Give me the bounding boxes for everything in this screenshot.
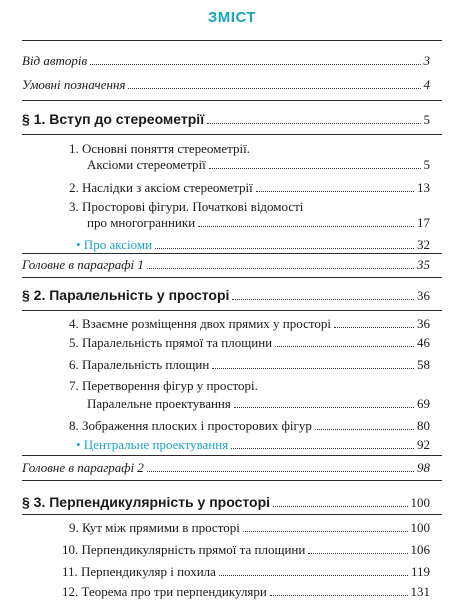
toc-entry-3[interactable] <box>87 215 430 230</box>
leader-dots <box>234 407 414 408</box>
entry-page: 35 <box>417 257 430 272</box>
entry-label: 12. Теорема про три перпендикуляри <box>62 584 267 599</box>
leader-dots <box>256 191 414 192</box>
separator <box>22 253 442 254</box>
entry-page: 17 <box>417 215 430 230</box>
toc-entry-4[interactable] <box>69 316 430 331</box>
leader-dots <box>275 346 414 347</box>
leader-dots <box>147 268 414 269</box>
leader-dots <box>232 299 414 300</box>
toc-section-1[interactable] <box>22 112 430 127</box>
entry-label: 9. Кут між прямими в просторі <box>69 520 240 535</box>
separator <box>22 455 442 456</box>
entry-page: 36 <box>417 316 430 331</box>
entry-label: • Центральне проектування <box>76 437 229 452</box>
entry-page: 131 <box>410 584 430 599</box>
toc-entry-about-axioms[interactable] <box>76 237 430 252</box>
separator <box>22 277 442 278</box>
page-title: ЗМІСТ <box>207 9 257 26</box>
entry-label: Головне в параграфі 1 <box>22 257 144 272</box>
toc-entry-7[interactable] <box>87 396 430 411</box>
separator <box>22 100 442 101</box>
separator <box>22 40 442 41</box>
entry-label: 10. Перпендикулярність прямої та площини <box>62 542 306 557</box>
leader-dots <box>334 327 414 328</box>
entry-label-continued: Паралельне проектування <box>87 396 231 411</box>
leader-dots <box>231 448 414 449</box>
leader-dots <box>219 575 408 576</box>
entry-page: 46 <box>417 335 430 350</box>
leader-dots <box>209 168 421 169</box>
entry-page: 5 <box>423 157 430 172</box>
toc-entry-8[interactable] <box>69 418 430 433</box>
entry-page: 80 <box>417 418 430 433</box>
entry-label[interactable]: 1. Основні поняття стереометрії. <box>69 141 250 156</box>
entry-label: Головне в параграфі 2 <box>22 460 144 475</box>
entry-label: • Про аксіоми <box>76 237 153 252</box>
separator <box>22 310 442 311</box>
leader-dots <box>90 64 420 65</box>
section-label: § 1. Вступ до стереометрії <box>22 111 205 127</box>
toc-entry-legend[interactable] <box>22 77 430 92</box>
toc-entry-central-projection[interactable] <box>76 437 430 452</box>
entry-label: Умовні позначення <box>22 77 126 92</box>
entry-page: 13 <box>417 180 430 195</box>
entry-label: 5. Паралельність прямої та площини <box>69 335 273 350</box>
toc-entry-summary-1[interactable] <box>22 257 430 272</box>
entry-page: 100 <box>410 520 430 535</box>
toc-section-2[interactable] <box>22 288 430 303</box>
entry-label-continued: про многогранники <box>87 215 196 230</box>
entry-label: 8. Зображення плоских і просторових фігур <box>69 418 312 433</box>
section-label: § 2. Паралельність у просторі <box>22 287 230 303</box>
toc-entry-1[interactable] <box>87 157 430 172</box>
toc-entry-6[interactable] <box>69 357 430 372</box>
entry-label[interactable]: 3. Просторові фігури. Початкові відомості <box>69 199 304 214</box>
entry-page: 92 <box>417 437 430 452</box>
entry-page: 58 <box>417 357 430 372</box>
entry-page: 100 <box>410 495 430 510</box>
toc-entry-9[interactable] <box>69 520 430 535</box>
entry-label: 4. Взаємне розміщення двох прямих у просторі <box>69 316 331 331</box>
entry-page: 106 <box>410 542 430 557</box>
leader-dots <box>315 429 414 430</box>
leader-dots <box>198 226 414 227</box>
entry-label: 11. Перпендикуляр і похила <box>62 564 216 579</box>
separator <box>22 480 442 481</box>
entry-page: 69 <box>417 396 430 411</box>
entry-label[interactable]: 7. Перетворення фігур у просторі. <box>69 378 258 393</box>
entry-label-continued: Аксіоми стереометрії <box>87 157 206 172</box>
toc-entry-summary-2[interactable] <box>22 460 430 475</box>
leader-dots <box>308 553 407 554</box>
toc-entry-2[interactable] <box>69 180 430 195</box>
entry-page: 3 <box>423 53 430 68</box>
leader-dots <box>243 531 408 532</box>
leader-dots <box>207 123 420 124</box>
toc-entry-10[interactable] <box>62 542 430 557</box>
leader-dots <box>128 88 420 89</box>
toc-entry-12[interactable] <box>62 584 430 599</box>
leader-dots <box>147 471 414 472</box>
separator <box>22 514 442 515</box>
entry-page: 4 <box>423 77 430 92</box>
toc-entry-11[interactable] <box>62 564 430 579</box>
leader-dots <box>270 595 408 596</box>
toc-entry-5[interactable] <box>69 335 430 350</box>
entry-page: 32 <box>417 237 430 252</box>
entry-label: Від авторів <box>22 53 88 68</box>
leader-dots <box>273 506 407 507</box>
entry-label: 2. Наслідки з аксіом стереометрії <box>69 180 253 195</box>
entry-page: 119 <box>410 564 430 579</box>
toc-entry-authors[interactable] <box>22 53 430 68</box>
leader-dots <box>155 248 414 249</box>
entry-page: 98 <box>417 460 430 475</box>
separator <box>22 134 442 135</box>
entry-label: 6. Паралельність площин <box>69 357 210 372</box>
section-label: § 3. Перпендикулярність у просторі <box>22 494 271 510</box>
entry-page: 36 <box>417 288 430 303</box>
leader-dots <box>212 368 414 369</box>
toc-section-3[interactable] <box>22 495 430 510</box>
entry-page: 5 <box>423 112 430 127</box>
